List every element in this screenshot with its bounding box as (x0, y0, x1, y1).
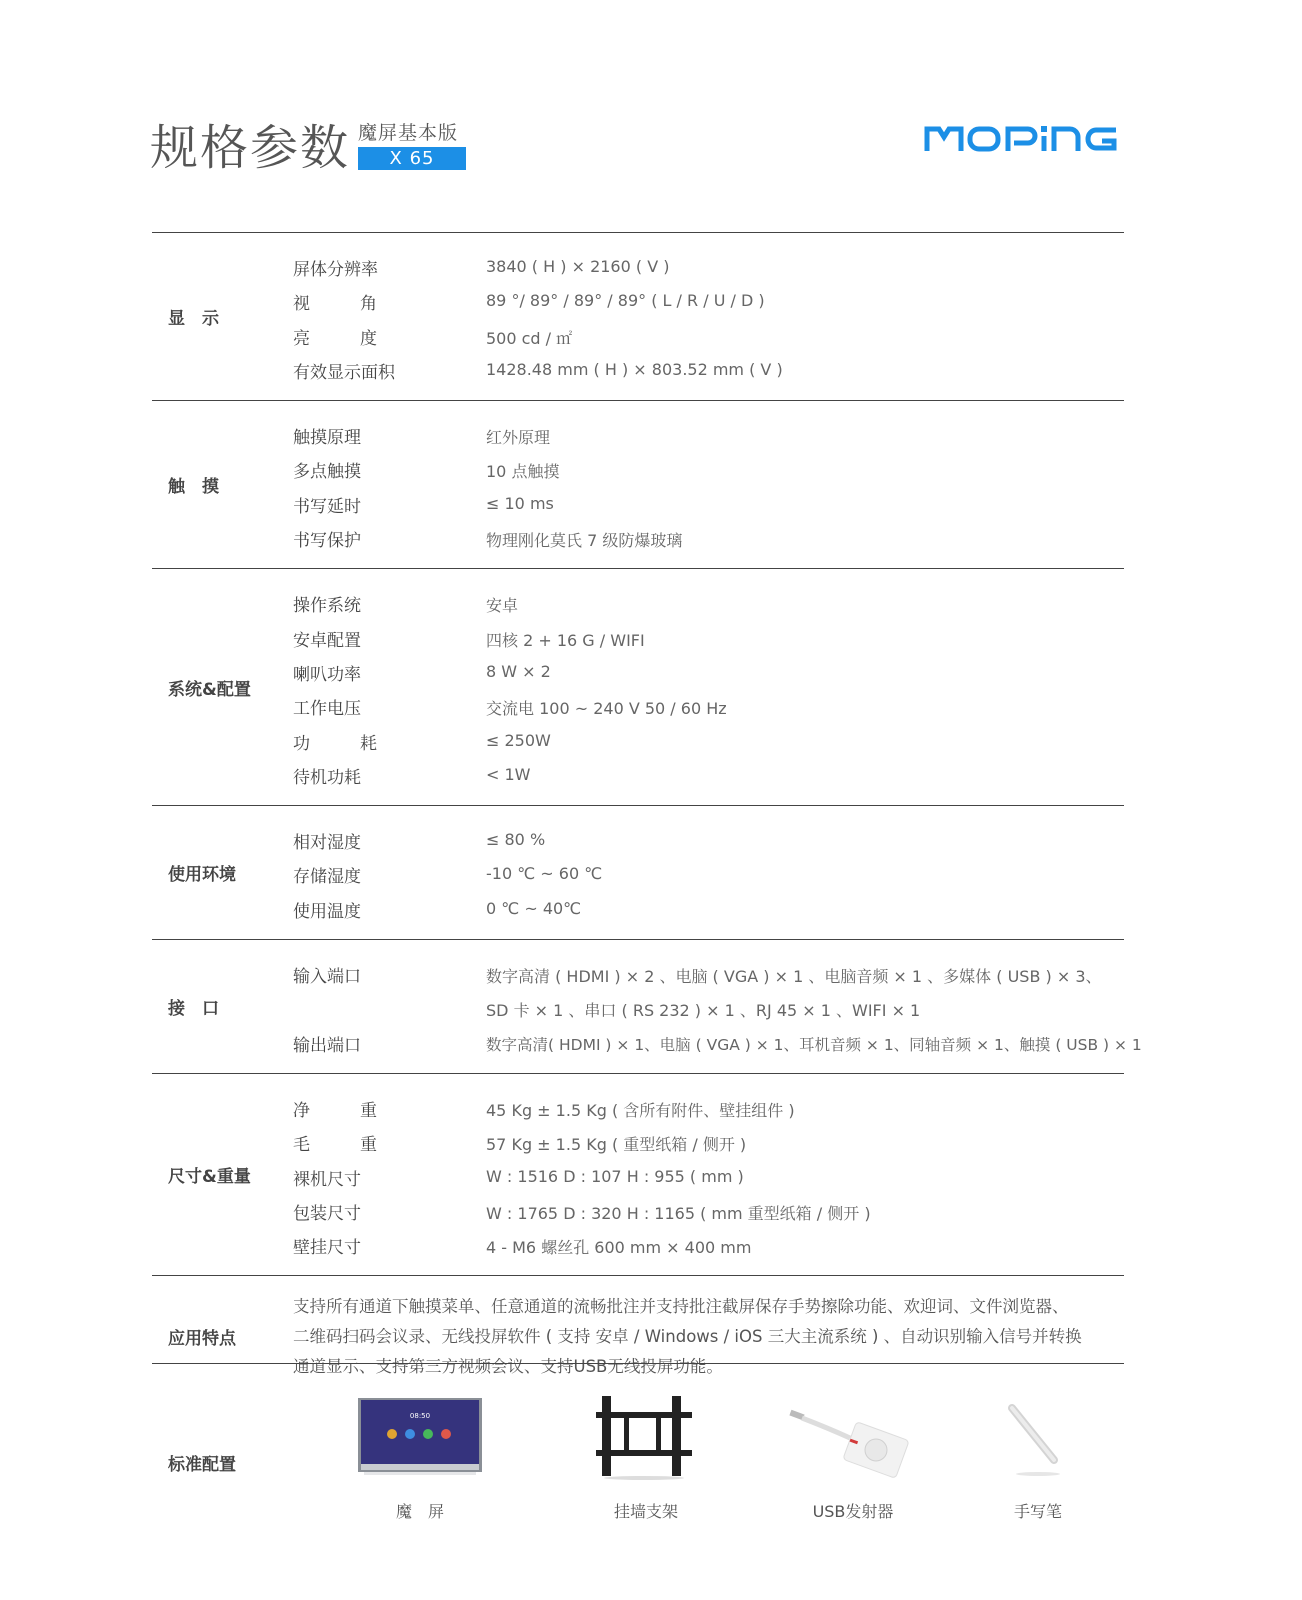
screen-clock: 08:50 (409, 1412, 431, 1420)
spec-value: 8 W × 2 (486, 661, 551, 681)
application-line: 二维码扫码会议录、无线投屏软件 ( 支持 安卓 / Windows / iOS 三大主流系统 ) 、自动识别输入信号并转换 (293, 1327, 1082, 1347)
config-item-usb-transmitter (788, 1394, 918, 1521)
spec-label: 包装尺寸 (293, 1203, 361, 1224)
wall-bracket-icon (594, 1394, 698, 1480)
spec-value: < 1W (486, 764, 531, 784)
spec-value: -10 ℃ ~ 60 ℃ (486, 864, 603, 884)
stylus-pen-icon (990, 1394, 1086, 1480)
config-item-display (356, 1394, 484, 1521)
spec-label: 裸机尺寸 (293, 1169, 361, 1190)
spec-row (152, 1090, 1124, 1124)
spec-value: 1428.48 mm ( H ) × 803.52 mm ( V ) (486, 359, 783, 379)
category-label: 系统&配置 (168, 679, 251, 700)
spec-row (152, 757, 1124, 791)
model-badge: X 65 (358, 147, 466, 170)
config-caption: USB发射器 (812, 1502, 894, 1521)
spec-label: 净 重 (293, 1100, 377, 1121)
moping-logo (924, 124, 1119, 154)
spec-row (152, 352, 1124, 386)
category-label: 接 口 (168, 998, 219, 1019)
spec-label: 输出端口 (293, 1035, 361, 1056)
category-label: 应用特点 (168, 1328, 236, 1349)
spec-table (152, 232, 1142, 1396)
spec-row (152, 486, 1124, 520)
spec-section-system (152, 568, 1124, 805)
application-line: 支持所有通道下触摸菜单、任意通道的流畅批注并支持批注截屏保存手势擦除功能、欢迎词、文件浏览器、 (293, 1297, 1069, 1317)
spec-row (152, 723, 1124, 757)
spec-row (152, 417, 1124, 451)
spec-row (152, 585, 1124, 619)
spec-row (152, 1193, 1124, 1227)
spec-label: 书写保护 (293, 531, 361, 552)
spec-label: 视 角 (293, 294, 377, 315)
category-label: 使用环境 (168, 865, 236, 886)
spec-row (152, 1025, 1142, 1059)
spec-value: 红外原理 (486, 428, 551, 448)
spec-value: SD 卡 × 1 、串口 ( RS 232 ) × 1 、RJ 45 × 1 、WIFI × 1 (486, 1001, 921, 1021)
spec-value: W : 1765 D : 320 H : 1165 ( mm 重型纸箱 / 侧开 ) (486, 1203, 871, 1223)
spec-value: 数字高清 ( HDMI ) × 2 、电脑 ( VGA ) × 1 、电脑音频 × 1 、多媒体 ( USB ) × 3、 (486, 967, 1102, 987)
config-caption: 手写笔 (1013, 1502, 1062, 1521)
spec-label: 工作电压 (293, 699, 361, 720)
page-title: 规格参数 (150, 120, 351, 176)
spec-value: ≤ 10 ms (486, 493, 554, 513)
usb-transmitter-icon (788, 1394, 918, 1480)
spec-row (152, 856, 1124, 890)
spec-label: 书写延时 (293, 496, 361, 517)
spec-value: 物理刚化莫氏 7 级防爆玻璃 (486, 531, 683, 551)
config-caption: 魔 屏 (395, 1502, 444, 1521)
config-item-wall-bracket (594, 1394, 698, 1521)
spec-value: ≤ 80 % (486, 830, 546, 850)
spec-label: 功 耗 (293, 733, 377, 754)
page-header (150, 118, 1150, 198)
spec-row (152, 520, 1124, 554)
spec-row (152, 822, 1124, 856)
category-label: 触 摸 (168, 477, 219, 498)
spec-label: 屏体分辨率 (293, 260, 378, 280)
spec-label: 毛 重 (293, 1135, 377, 1156)
category-label: 显 示 (168, 309, 219, 330)
spec-label: 存储湿度 (293, 867, 361, 888)
spec-value: 10 点触摸 (486, 462, 560, 482)
spec-section-ports (152, 939, 1142, 1073)
spec-row (152, 620, 1124, 654)
spec-section-display (152, 232, 1124, 400)
spec-value: 45 Kg ± 1.5 Kg ( 含所有附件、壁挂组件 ) (486, 1100, 795, 1120)
spec-label: 操作系统 (293, 596, 361, 617)
spec-label: 相对湿度 (293, 833, 361, 854)
category-label: 尺寸&重量 (168, 1167, 251, 1188)
spec-label: 待机功耗 (293, 767, 361, 788)
spec-section-touch (152, 400, 1124, 568)
spec-value: 四核 2 + 16 G / WIFI (486, 630, 645, 650)
spec-row (152, 1159, 1124, 1193)
spec-row (152, 1227, 1124, 1261)
category-label: 标准配置 (168, 1454, 236, 1475)
spec-label: 壁挂尺寸 (293, 1238, 361, 1259)
spec-row (152, 1124, 1124, 1158)
spec-row (152, 654, 1124, 688)
spec-row (152, 318, 1124, 352)
spec-label: 触摸原理 (293, 428, 361, 449)
edition-label: 魔屏基本版 (358, 122, 459, 144)
spec-value: 0 ℃ ~ 40℃ (486, 898, 582, 918)
spec-row (152, 451, 1124, 485)
spec-value: 安卓 (486, 596, 519, 616)
spec-value: 数字高清( HDMI ) × 1、电脑 ( VGA ) × 1、耳机音频 × 1、同轴音频 × 1、触摸 ( USB ) × 1 (486, 1035, 1142, 1054)
spec-label: 使用温度 (293, 901, 361, 922)
spec-value: 89 °/ 89° / 89° / 89° ( L / R / U / D ) (486, 291, 765, 311)
spec-label: 安卓配置 (293, 630, 361, 651)
display-screen-icon (356, 1394, 484, 1478)
spec-section-standard-config (152, 1363, 1124, 1524)
spec-row (152, 688, 1124, 722)
spec-value: 交流电 100 ~ 240 V 50 / 60 Hz (486, 699, 727, 719)
spec-value: 57 Kg ± 1.5 Kg ( 重型纸箱 / 侧开 ) (486, 1135, 747, 1155)
spec-value: 4 - M6 螺丝孔 600 mm × 400 mm (486, 1238, 752, 1258)
spec-label: 多点触摸 (293, 462, 361, 483)
spec-label: 亮 度 (293, 328, 377, 349)
spec-value: 500 cd / ㎡ (486, 328, 573, 348)
spec-label: 有效显示面积 (293, 362, 395, 383)
spec-label: 输入端口 (293, 967, 361, 988)
config-item-stylus (990, 1394, 1086, 1521)
config-caption: 挂墙支架 (613, 1502, 678, 1521)
spec-section-size-weight (152, 1073, 1124, 1275)
spec-row (152, 990, 1124, 1024)
spec-section-environment (152, 805, 1124, 939)
application-line: 通道显示、支持第三方视频会议、支持USB无线投屏功能。 (293, 1357, 723, 1377)
spec-row (152, 891, 1124, 925)
spec-row (152, 249, 1124, 283)
spec-row (152, 283, 1124, 317)
spec-value: ≤ 250W (486, 730, 551, 750)
spec-label: 喇叭功率 (293, 664, 361, 685)
spec-value: 3840 ( H ) × 2160 ( V ) (486, 257, 670, 276)
spec-value: W : 1516 D : 107 H : 955 ( mm ) (486, 1166, 744, 1186)
spec-row (152, 956, 1124, 990)
